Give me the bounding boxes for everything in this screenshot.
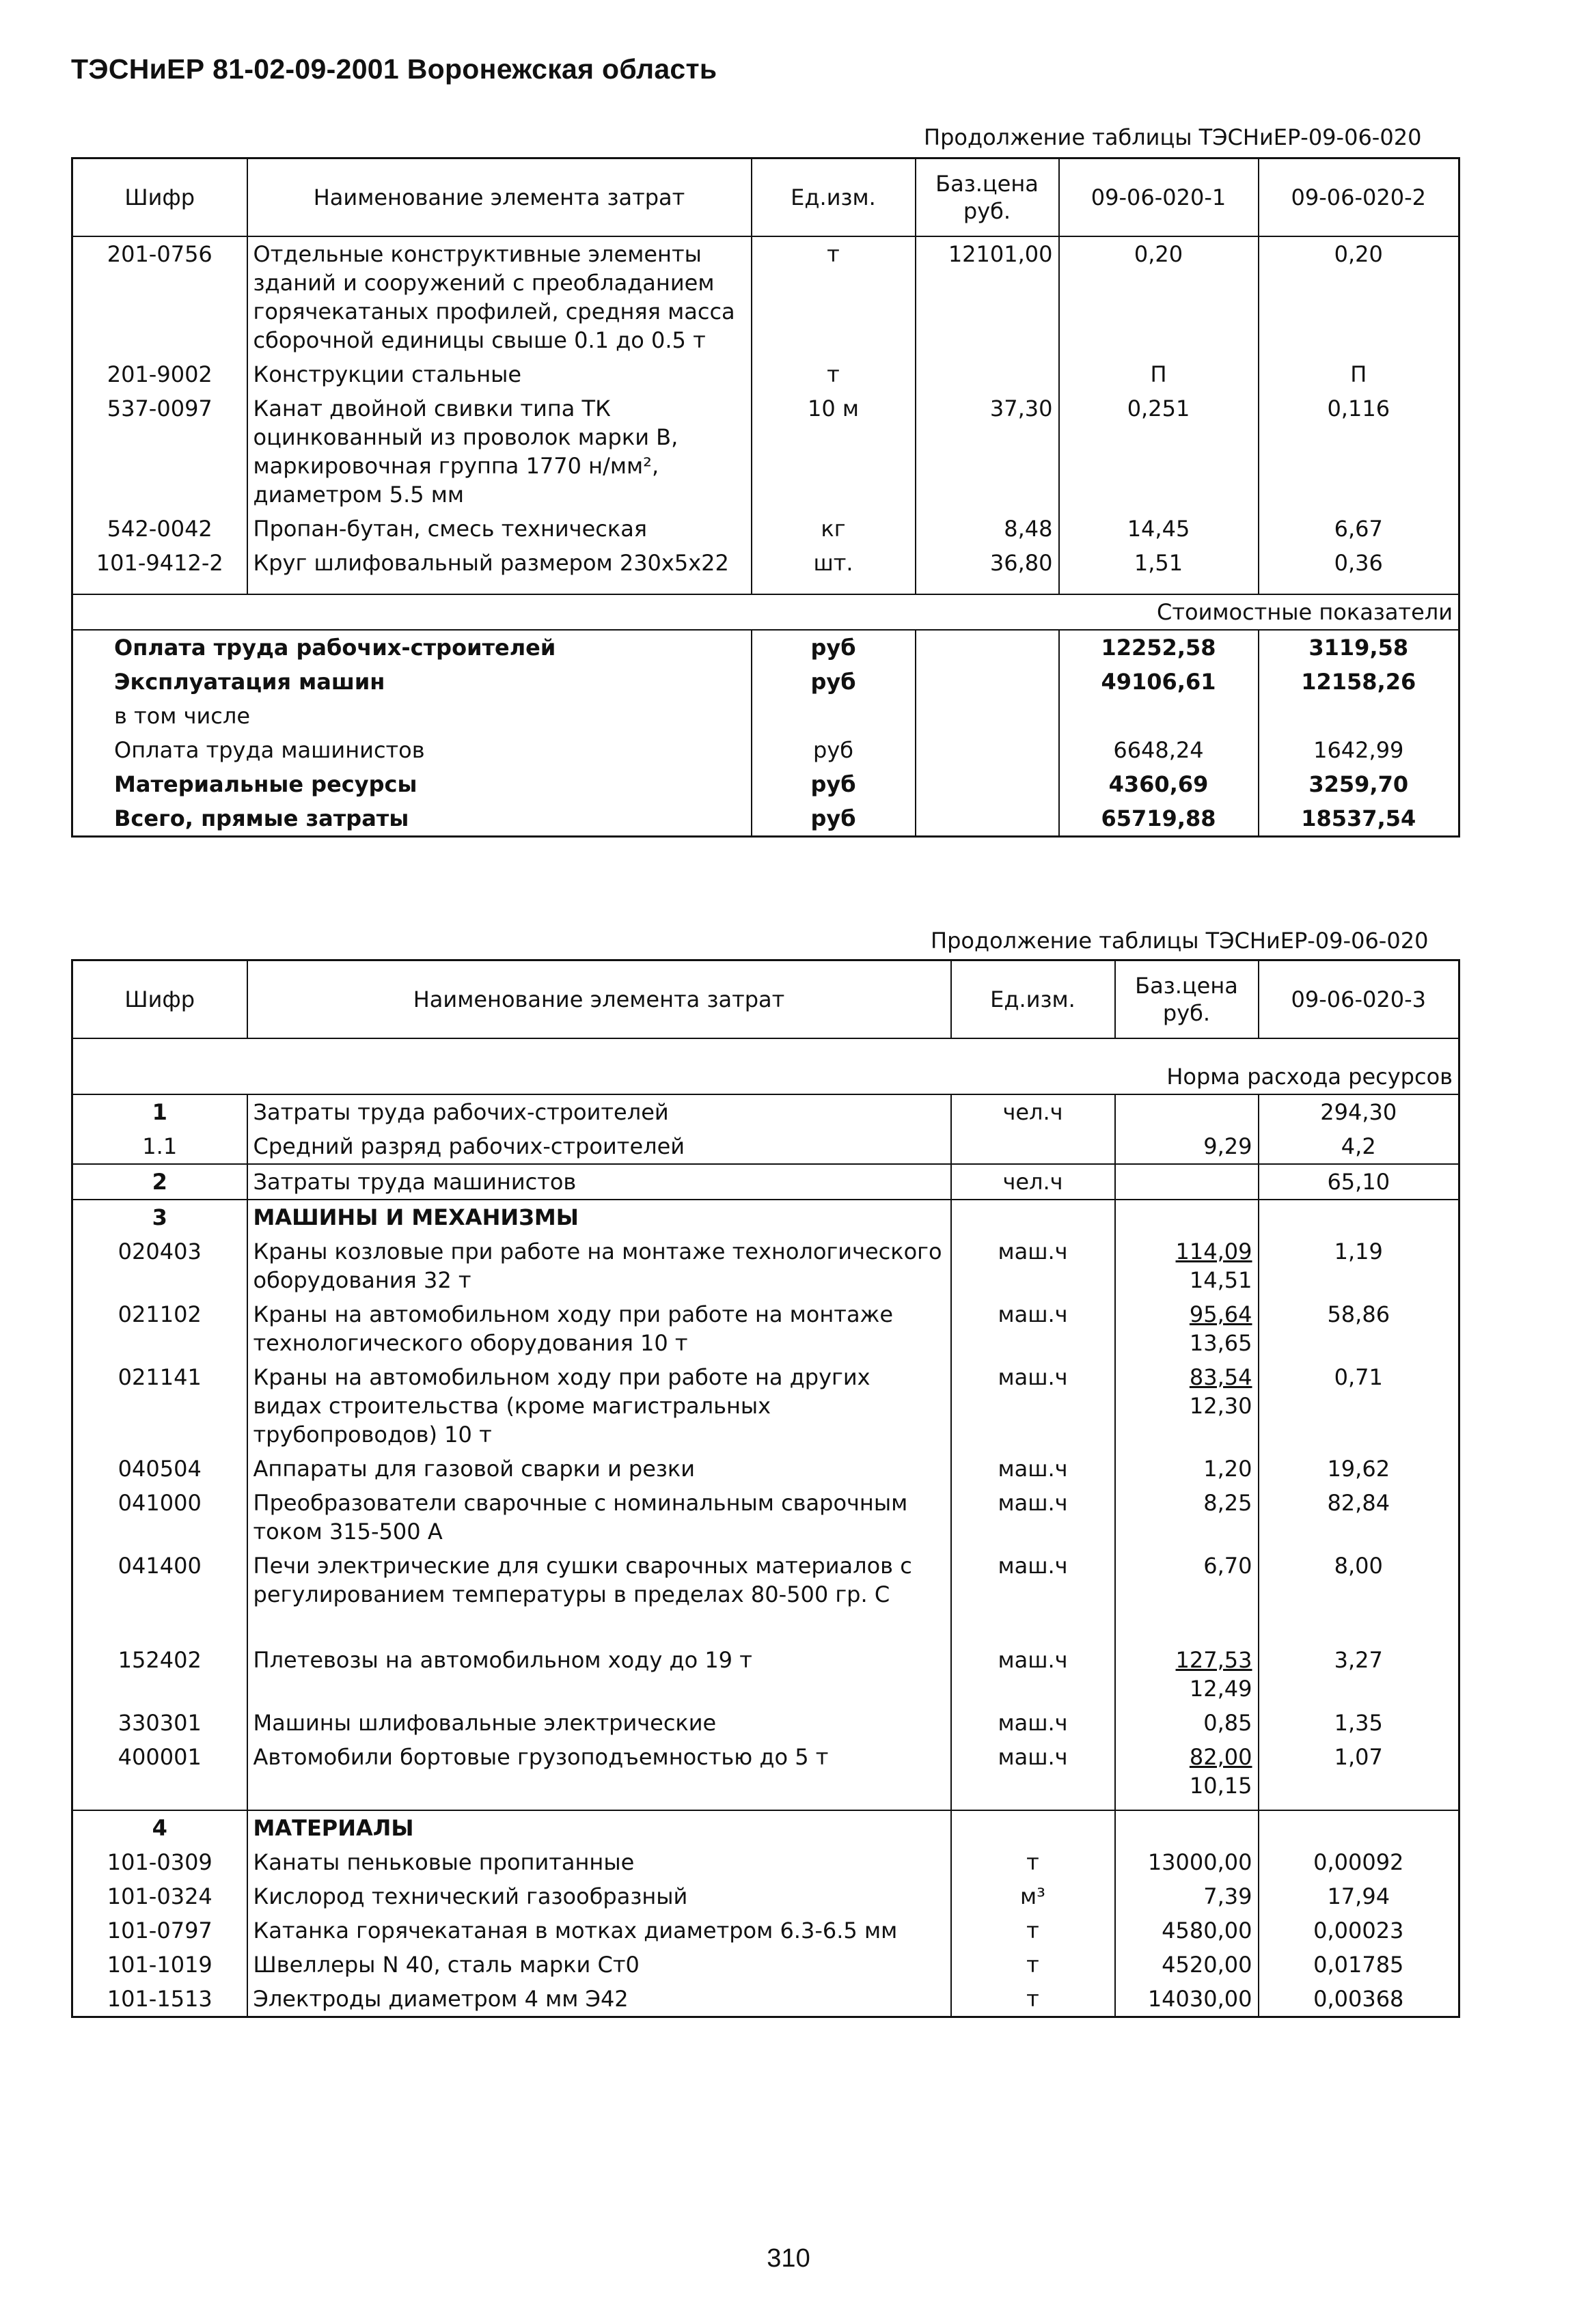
cost-label: Оплата труда рабочих-строителей <box>114 635 556 661</box>
row-code: 040504 <box>118 1456 202 1482</box>
row-name: Швеллеры N 40, сталь марки Ст0 <box>247 1948 951 1982</box>
table-row <box>72 357 1459 391</box>
table-row <box>72 1486 1459 1549</box>
row-name: МАШИНЫ И МЕХАНИЗМЫ <box>247 1200 951 1234</box>
row-name: Канат двойной свивки типа ТК оцинкованный из проволок марки В, маркировочная группа 1770 н/мм², диаметром 5.5 мм <box>247 391 752 512</box>
header-col1: 09-06-020-1 <box>1059 158 1259 237</box>
row-price-value: 14030,00 <box>1147 1986 1252 2012</box>
row-price-value: 1,20 <box>1203 1456 1252 1482</box>
row-value-col2: 0,36 <box>1259 546 1459 594</box>
table-row <box>72 1845 1459 1879</box>
row-code: 4 <box>72 1810 247 1845</box>
row-price-wage: 13,65 <box>1189 1330 1252 1356</box>
row-price-value: 0,85 <box>1203 1710 1252 1736</box>
row-unit: чел.ч <box>951 1094 1115 1129</box>
row-unit: маш.ч <box>951 1549 1115 1643</box>
row-value-col3: 8,00 <box>1259 1549 1459 1643</box>
table-row <box>72 1129 1459 1164</box>
row-price <box>1115 1845 1259 1879</box>
row-price <box>1115 1200 1259 1234</box>
row-name: Затраты труда рабочих-строителей <box>247 1094 951 1129</box>
row-price-value: 6,70 <box>1203 1553 1252 1579</box>
cost-value-col1: 49106,61 <box>1059 665 1259 699</box>
row-name: Преобразователи сварочные с номинальным сварочным током 315-500 А <box>247 1486 951 1549</box>
cost-row <box>72 801 1459 837</box>
row-price-value: 4520,00 <box>1162 1952 1252 1978</box>
row-unit: т <box>951 1948 1115 1982</box>
row-unit: маш.ч <box>951 1452 1115 1486</box>
row-name: Плетевозы на автомобильном ходу до 19 т <box>247 1643 951 1706</box>
cost-label: Всего, прямые затраты <box>114 805 409 831</box>
table-row <box>72 391 1459 512</box>
row-value-col1: 1,51 <box>1059 546 1259 594</box>
row-value-col3: 1,35 <box>1259 1706 1459 1740</box>
row-unit: чел.ч <box>951 1164 1115 1200</box>
row-name: Краны козловые при работе на монтаже технологического оборудования 32 т <box>247 1234 951 1297</box>
row-name: Пропан-бутан, смесь техническая <box>247 512 752 546</box>
row-price <box>916 357 1059 391</box>
row-value-col3: 58,86 <box>1259 1297 1459 1360</box>
row-value-col3: 3,27 <box>1259 1643 1459 1706</box>
row-name: Кислород технический газообразный <box>247 1879 951 1913</box>
row-value-col3: 0,01785 <box>1259 1948 1459 1982</box>
row-value-col3: 1,19 <box>1259 1234 1459 1297</box>
table2-continuation-label: Продолжение таблицы ТЭСНиЕР-09-06-020 <box>931 928 1429 954</box>
row-price <box>1115 1740 1259 1810</box>
row-code: 101-0309 <box>107 1849 212 1875</box>
cost-price-empty <box>916 767 1059 801</box>
row-value-col2: П <box>1259 357 1459 391</box>
row-price: 12101,00 <box>916 236 1059 357</box>
cost-value-col1: 4360,69 <box>1059 767 1259 801</box>
row-code: 101-1019 <box>107 1952 212 1978</box>
cost-value-col1: 12252,58 <box>1059 630 1259 665</box>
header-col2: 09-06-020-2 <box>1259 158 1459 237</box>
row-unit: 10 м <box>752 391 916 512</box>
row-unit: шт. <box>752 546 916 594</box>
row-price-value: 83,54 <box>1189 1364 1252 1390</box>
row-price <box>1115 1094 1259 1129</box>
cost-row <box>72 630 1459 665</box>
cost-header: Стоимостные показатели <box>72 594 1459 630</box>
row-price <box>1115 1643 1259 1706</box>
table-row <box>72 546 1459 594</box>
table-row <box>72 1982 1459 2017</box>
row-price <box>1115 1486 1259 1549</box>
row-price: 8,48 <box>916 512 1059 546</box>
row-code: 021141 <box>118 1364 202 1390</box>
row-name: Канаты пеньковые пропитанные <box>247 1845 951 1879</box>
row-unit: маш.ч <box>951 1360 1115 1452</box>
row-price-value: 7,39 <box>1203 1883 1252 1909</box>
row-code: 101-0324 <box>107 1883 212 1909</box>
row-price <box>1115 1810 1259 1845</box>
row-name: Краны на автомобильном ходу при работе на других видах строительства (кроме магистральных трубопроводов) 10 т <box>247 1360 951 1452</box>
row-code: 537-0097 <box>107 396 212 421</box>
row-value-col3: 19,62 <box>1259 1452 1459 1486</box>
row-price: 37,30 <box>916 391 1059 512</box>
row-code: 1.1 <box>142 1133 178 1159</box>
row-unit <box>951 1129 1115 1164</box>
row-price-value: 82,00 <box>1189 1744 1252 1770</box>
row-price-wage: 12,30 <box>1189 1393 1252 1419</box>
row-code: 101-1513 <box>107 1986 212 2012</box>
cost-label: в том числе <box>114 703 250 729</box>
table-row <box>72 1234 1459 1297</box>
cost-unit: руб <box>752 630 916 665</box>
row-unit <box>951 1810 1115 1845</box>
row-price-value: 114,09 <box>1175 1239 1252 1264</box>
row-code: 542-0042 <box>107 516 212 542</box>
row-unit: маш.ч <box>951 1643 1115 1706</box>
row-price <box>1115 1549 1259 1643</box>
header-price: Баз.цена руб. <box>1115 960 1259 1039</box>
cost-unit <box>752 699 916 733</box>
cost-value-col2: 12158,26 <box>1259 665 1459 699</box>
row-value-col3: 82,84 <box>1259 1486 1459 1549</box>
row-price-value: 13000,00 <box>1147 1849 1252 1875</box>
row-name: Катанка горячекатаная в мотках диаметром 6.3-6.5 мм <box>247 1913 951 1948</box>
cost-value-col2 <box>1259 699 1459 733</box>
table-row <box>72 512 1459 546</box>
document-title: ТЭСНиЕР 81-02-09-2001 Воронежская область <box>71 53 717 85</box>
row-name: Аппараты для газовой сварки и резки <box>247 1452 951 1486</box>
row-code: 201-0756 <box>107 241 212 267</box>
row-price-value: 95,64 <box>1189 1301 1252 1327</box>
row-code: 041400 <box>118 1553 202 1579</box>
row-value-col2: 6,67 <box>1259 512 1459 546</box>
table-row <box>72 1913 1459 1948</box>
header-price: Баз.цена руб. <box>916 158 1059 237</box>
row-price <box>1115 1297 1259 1360</box>
table-row <box>72 1706 1459 1740</box>
row-price-value: 127,53 <box>1175 1647 1252 1673</box>
resource-table-1 <box>71 157 1460 838</box>
row-name: Автомобили бортовые грузоподъемностью до 5 т <box>247 1740 951 1810</box>
table-row <box>72 1879 1459 1913</box>
table-row <box>72 1810 1459 1845</box>
row-price: 36,80 <box>916 546 1059 594</box>
row-price-value: 4580,00 <box>1162 1918 1252 1943</box>
row-code: 041000 <box>118 1490 202 1516</box>
row-value-col3: 17,94 <box>1259 1879 1459 1913</box>
table-row <box>72 236 1459 357</box>
row-code: 400001 <box>118 1744 202 1770</box>
row-price-wage: 10,15 <box>1189 1773 1252 1799</box>
row-unit: маш.ч <box>951 1297 1115 1360</box>
row-value-col1: 14,45 <box>1059 512 1259 546</box>
row-price-value: 8,25 <box>1203 1490 1252 1516</box>
cost-price-empty <box>916 733 1059 767</box>
cost-value-col1 <box>1059 699 1259 733</box>
row-value-col3: 65,10 <box>1259 1164 1459 1200</box>
page-number: 310 <box>767 2244 810 2273</box>
cost-value-col2: 3119,58 <box>1259 630 1459 665</box>
table-row <box>72 1643 1459 1706</box>
cost-row <box>72 733 1459 767</box>
cost-value-col2: 1642,99 <box>1259 733 1459 767</box>
row-code: 101-0797 <box>107 1918 212 1943</box>
cost-value-col2: 3259,70 <box>1259 767 1459 801</box>
row-code: 3 <box>72 1200 247 1234</box>
row-price <box>1115 1452 1259 1486</box>
table-row <box>72 1740 1459 1810</box>
table-row <box>72 1948 1459 1982</box>
cost-price-empty <box>916 699 1059 733</box>
cost-price-empty <box>916 630 1059 665</box>
row-price <box>1115 1164 1259 1200</box>
row-name: Круг шлифовальный размером 230х5х22 <box>247 546 752 594</box>
row-code: 2 <box>72 1164 247 1200</box>
row-value-col3: 294,30 <box>1259 1094 1459 1129</box>
cost-value-col1: 6648,24 <box>1059 733 1259 767</box>
row-unit: маш.ч <box>951 1740 1115 1810</box>
row-code: 201-9002 <box>107 361 212 387</box>
row-code: 1 <box>152 1099 167 1125</box>
row-value-col3: 4,2 <box>1259 1129 1459 1164</box>
row-price-value: 9,29 <box>1203 1133 1252 1159</box>
cost-unit: руб <box>752 665 916 699</box>
row-price-wage: 12,49 <box>1189 1676 1252 1702</box>
row-value-col3: 1,07 <box>1259 1740 1459 1810</box>
header-unit: Ед.изм. <box>951 960 1115 1039</box>
cost-label: Материальные ресурсы <box>114 771 417 797</box>
row-name: МАТЕРИАЛЫ <box>247 1810 951 1845</box>
row-value-col3 <box>1259 1810 1459 1845</box>
row-value-col1: 0,20 <box>1059 236 1259 357</box>
row-value-col2: 0,116 <box>1259 391 1459 512</box>
row-name: Отдельные конструктивные элементы зданий и сооружений с преобладанием горячекатаных профилей, средняя масса сборочной единицы свыше 0.1 до 0.5 т <box>247 236 752 357</box>
row-unit <box>951 1200 1115 1234</box>
cost-header-row <box>72 594 1459 630</box>
row-name: Машины шлифовальные электрические <box>247 1706 951 1740</box>
cost-value-col2: 18537,54 <box>1259 801 1459 837</box>
table-row <box>72 1360 1459 1452</box>
row-name: Конструкции стальные <box>247 357 752 391</box>
row-unit: т <box>951 1982 1115 2017</box>
row-unit: т <box>951 1913 1115 1948</box>
cost-price-empty <box>916 665 1059 699</box>
row-name: Затраты труда машинистов <box>247 1164 951 1200</box>
row-value-col3: 0,00368 <box>1259 1982 1459 2017</box>
row-value-col3: 0,00092 <box>1259 1845 1459 1879</box>
row-price <box>1115 1948 1259 1982</box>
row-unit: маш.ч <box>951 1234 1115 1297</box>
row-unit: т <box>752 236 916 357</box>
table1-continuation-label: Продолжение таблицы ТЭСНиЕР-09-06-020 <box>924 124 1422 150</box>
row-name: Средний разряд рабочих-строителей <box>247 1129 951 1164</box>
row-unit: кг <box>752 512 916 546</box>
row-code: 020403 <box>118 1239 202 1264</box>
row-unit: маш.ч <box>951 1486 1115 1549</box>
cost-unit: руб <box>752 733 916 767</box>
cost-row <box>72 665 1459 699</box>
cost-label: Эксплуатация машин <box>114 669 385 695</box>
header-col3: 09-06-020-3 <box>1259 960 1459 1039</box>
table-row <box>72 1200 1459 1234</box>
row-code: 101-9412-2 <box>96 550 223 576</box>
header-name: Наименование элемента затрат <box>247 158 752 237</box>
row-price <box>1115 1360 1259 1452</box>
row-price <box>1115 1982 1259 2017</box>
row-unit: маш.ч <box>951 1706 1115 1740</box>
table-row <box>72 1549 1459 1643</box>
table-row <box>72 1297 1459 1360</box>
cost-row <box>72 699 1459 733</box>
cost-value-col1: 65719,88 <box>1059 801 1259 837</box>
row-code: 152402 <box>118 1647 202 1673</box>
cost-row <box>72 767 1459 801</box>
row-price <box>1115 1706 1259 1740</box>
table-row <box>72 1452 1459 1486</box>
row-value-col3: 0,00023 <box>1259 1913 1459 1948</box>
cost-label: Оплата труда машинистов <box>114 737 425 763</box>
row-price <box>1115 1129 1259 1164</box>
row-value-col1: 0,251 <box>1059 391 1259 512</box>
row-price <box>1115 1234 1259 1297</box>
row-value-col1: П <box>1059 357 1259 391</box>
resource-table-2 <box>71 959 1460 2018</box>
table-row <box>72 1164 1459 1200</box>
cost-price-empty <box>916 801 1059 837</box>
header-code: Шифр <box>72 158 247 237</box>
row-price <box>1115 1913 1259 1948</box>
row-price-wage: 14,51 <box>1189 1267 1252 1293</box>
header-code: Шифр <box>72 960 247 1039</box>
row-code: 021102 <box>118 1301 202 1327</box>
row-name: Краны на автомобильном ходу при работе на монтаже технологического оборудования 10 т <box>247 1297 951 1360</box>
row-unit: т <box>752 357 916 391</box>
row-code: 330301 <box>118 1710 202 1736</box>
row-value-col3: 0,71 <box>1259 1360 1459 1452</box>
row-price <box>1115 1879 1259 1913</box>
cost-unit: руб <box>752 801 916 837</box>
norm-header-row <box>72 1038 1459 1094</box>
header-name: Наименование элемента затрат <box>247 960 951 1039</box>
table-row <box>72 1094 1459 1129</box>
cost-unit: руб <box>752 767 916 801</box>
header-unit: Ед.изм. <box>752 158 916 237</box>
row-unit: м³ <box>951 1879 1115 1913</box>
row-value-col2: 0,20 <box>1259 236 1459 357</box>
row-name: Электроды диаметром 4 мм Э42 <box>247 1982 951 2017</box>
norm-header: Норма расхода ресурсов <box>72 1038 1459 1094</box>
row-unit: т <box>951 1845 1115 1879</box>
row-name: Печи электрические для сушки сварочных материалов с регулированием температуры в пределах 80-500 гр. С <box>247 1549 951 1643</box>
row-value-col3 <box>1259 1200 1459 1234</box>
